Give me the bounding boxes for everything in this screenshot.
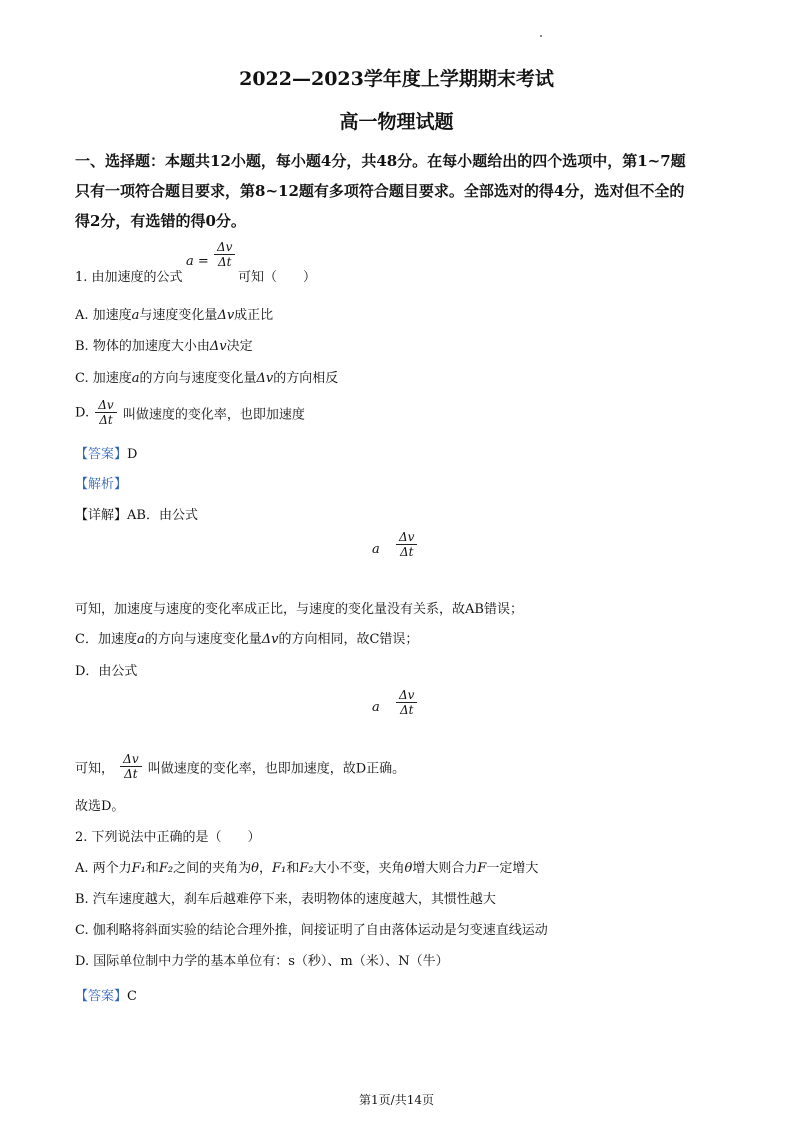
q2-a-thetab: θ [404,861,413,876]
q1-explain-c-after: 的方向相同，故C错误； [278,632,419,647]
eq2-var: a [372,700,380,715]
section-instructions-line1: 一、选择题：本题共12小题，每小题4分，共48分。在每小题给出的四个选项中，第1~7题 [75,152,686,170]
q2-a-8: 一定增大 [486,861,539,876]
q1-c-var: a [131,371,140,386]
q1-detail-text: AB．由公式 [127,508,198,523]
page-footer: 第1页/共14页 [359,1093,434,1107]
q1-a-var: a [131,308,140,323]
q1-c-dv: Δv [256,371,274,386]
q1-c-before: C. 加速度 [75,371,132,386]
eq1-fraction [394,530,419,560]
q1-final-den: Δt [124,767,138,782]
q1-d-label: D. [75,405,90,421]
q1-d-num: Δv [95,398,116,413]
q1-answer-value: D [127,447,138,462]
q1-explain-ab: 可知，加速度与速度的变化率成正比，与速度的变化量没有关系，故AB错误； [75,602,523,617]
eq2-num: Δv [396,688,417,703]
q2-a-f: F [477,861,487,876]
q1-option-a [75,304,273,323]
q1-choose: 故选D。 [75,799,125,814]
q1-b-before: B. 物体的加速度大小由 [75,339,210,354]
q2-option-b: B. 汽车速度越大，刹车后越难停下来，表明物体的速度越大，其惯性越大 [75,892,496,907]
q2-answer-tag: 【答案】 [75,989,128,1004]
q2-option-a [75,857,538,876]
q1-c-after: 的方向相反 [273,371,339,386]
q2-a-f1b: F₁ [272,861,287,876]
q1-explain-c-before: C．加速度 [75,632,137,647]
q1-b-dv: Δv [209,339,227,354]
q1-detail [75,504,198,523]
q1-formula-lhs: a = [186,254,209,269]
eq2-den: Δt [399,703,414,718]
q1-option-d [75,398,305,428]
q2-option-c: C. 伽利略将斜面实验的结论合理外推，间接证明了自由落体运动是匀变速直线运动 [75,923,548,938]
q2-a-2: 和 [145,861,159,876]
q1-final-after: 叫做速度的变化率，也即加速度，故D正确。 [147,761,406,777]
q1-option-c [75,367,338,386]
q1-d-den: Δt [99,413,113,428]
q2-answer-value: C [127,989,137,1004]
q1-formula-num: Δv [214,240,235,255]
q1-final-before: 可知， [75,761,115,777]
eq1-den: Δt [399,545,414,560]
q2-a-6: 大小不变，夹角 [313,861,405,876]
q2-a-7: 增大则合力 [412,861,478,876]
q1-explain-d: D．由公式 [75,664,138,679]
section-instructions-line2: 只有一项符合题目要求，第8~12题有多项符合题目要求。全部选对的得4分，选对但不全的 [75,182,685,200]
q1-detail-tag: 【详解】 [75,508,128,523]
q1-explain-final [75,752,405,782]
q1-a-after: 成正比 [234,308,274,323]
q1-explain-c-dv: Δv [261,632,279,647]
eq1-num: Δv [396,530,417,545]
exam-subtitle: 高一物理试题 [339,111,454,133]
q1-a-mid: 与速度变化量 [139,308,218,323]
q2-a-4: ， [258,861,272,876]
q2-stem: 2. 下列说法中正确的是（ ） [75,830,261,845]
q2-a-f1: F₁ [131,861,146,876]
q1-analysis-tag: 【解析】 [75,477,128,492]
q1-answer-tag: 【答案】 [75,447,128,462]
q1-explain-c-var: a [136,632,145,647]
q1-final-num: Δv [120,752,141,767]
q1-stem-after: 可知（ ） [238,270,317,285]
q1-a-before: A. 加速度 [75,308,132,323]
q2-a-theta: θ [251,861,259,876]
q2-answer [75,985,137,1004]
eq1-var: a [372,542,380,557]
q1-a-dv: Δv [217,308,235,323]
q2-a-1: A. 两个力 [75,861,132,876]
q1-stem-before: 1. 由加速度的公式 [75,270,183,285]
q2-a-f2b: F₂ [299,861,314,876]
q1-b-after: 决定 [226,339,253,354]
q1-formula-fraction [212,240,237,270]
q2-a-5: 和 [286,861,300,876]
scan-dot [540,35,542,37]
q2-a-3: 之间的夹角为 [173,861,252,876]
q1-option-b [75,335,253,354]
q2-a-f2: F₂ [158,861,174,876]
section-instructions-line3: 得2分，有选错的得0分。 [75,212,246,230]
q1-explain-c-mid: 的方向与速度变化量 [144,632,262,647]
exam-title: 2022—2023学年度上学期期末考试 [239,68,554,90]
q2-option-d: D. 国际单位制中力学的基本单位有：s（秒）、m（米）、N（牛） [75,954,449,969]
q1-explain-c [75,628,418,647]
q1-d-after: 叫做速度的变化率，也即加速度 [122,407,305,423]
q1-c-mid: 的方向与速度变化量 [139,371,257,386]
q1-formula-den: Δt [217,255,232,270]
q1-answer [75,443,137,462]
eq2-fraction [394,688,419,718]
